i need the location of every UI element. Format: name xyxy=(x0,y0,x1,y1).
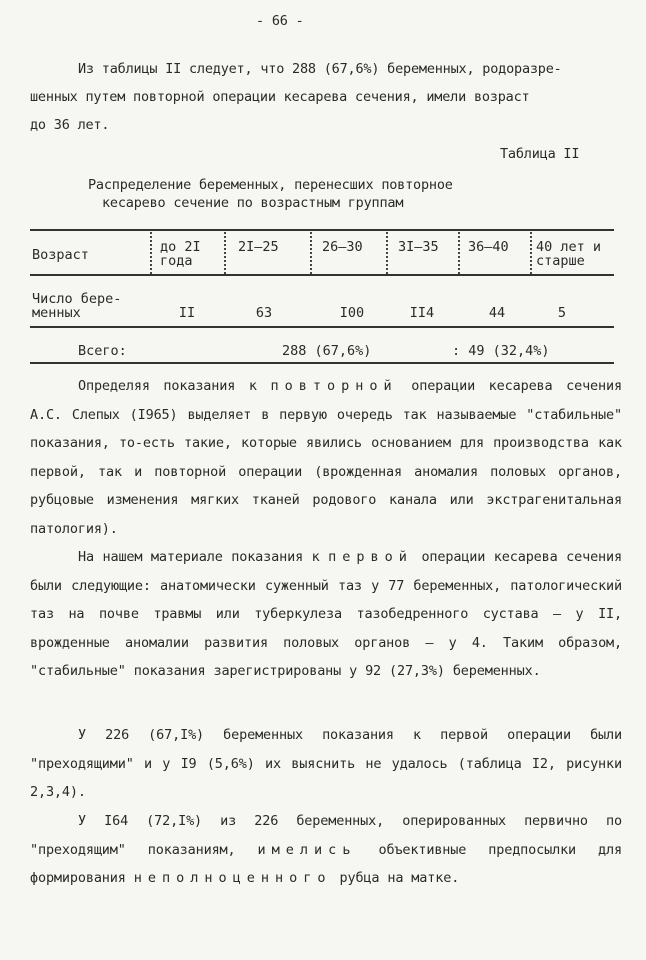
total-left: 288 (67,6%) xyxy=(282,343,372,359)
value-cell: I00 xyxy=(339,305,365,321)
row-label: Число бере- xyxy=(32,291,122,307)
header-col-6: 40 лет и xyxy=(536,239,602,255)
value-cell: 44 xyxy=(488,305,506,321)
col-divider xyxy=(386,232,388,274)
header-col-5: 36–40 xyxy=(468,239,509,255)
header-col-4: 3I–35 xyxy=(398,239,439,255)
spaced-word-had: имелись xyxy=(257,841,357,858)
paragraph-3 xyxy=(30,721,622,807)
paragraph-4-end: рубца на матке. xyxy=(339,870,460,886)
value-cell: 63 xyxy=(255,305,273,321)
header-col-6-line-2: старше xyxy=(536,253,585,269)
value-cell: II xyxy=(178,305,196,321)
table-top-rule xyxy=(30,229,614,231)
paragraph-1-start: Определяя показания к xyxy=(78,378,257,394)
paragraph-2-start: На нашем материале показания к xyxy=(78,549,320,565)
paragraph-1 xyxy=(30,372,622,543)
table-caption-line-2: кесарево сечение по возрастным группам xyxy=(102,195,404,211)
paragraph-3-text: У 226 (67,I%) беременных показания к первой операции были "преходящими" и у I9 (5,6%) их выяснить не удалось (таблица I2, рисунки 2,3,4). xyxy=(30,727,622,800)
paragraph-4-middle: объективные предпосылки для формирования xyxy=(30,841,622,886)
spaced-word-repeat: повторной xyxy=(270,378,398,394)
table-label: Таблица II xyxy=(500,146,580,162)
col-divider xyxy=(224,232,226,274)
header-col-3: 26–30 xyxy=(322,239,363,255)
paragraph-1-rest: операции кесарева сечения А.С. Слепых (I965) выделяет в первую очередь так называемые "стабильные" показания, то-есть такие, которые явились основанием для производства как первой, так и повторной операции (врожденная аномалия половых органов, рубцовые изменения мягких тканей родового канала или экстрагенитальная патология). xyxy=(30,378,622,537)
intro-line-2: шенных путем повторной операции кесарева сечения, имели возраст xyxy=(30,89,530,105)
value-cell: II4 xyxy=(409,305,435,321)
paragraph-2-rest: операции кесарева сечения были следующие: анатомически суженный таз у 77 беременных, патологический таз на почве травмы или туберкулеза тазобедренного сустава – у II, врожденные аномалии развития половых органов – у 4. Таким образом, "стабильные" показания зарегистрированы у 92 (27,3%) беременных. xyxy=(30,549,622,679)
paragraph-4 xyxy=(30,807,622,893)
header-col-1-line-2: года xyxy=(160,253,193,269)
body-rule xyxy=(30,326,614,328)
header-rule xyxy=(30,274,614,276)
row-label-line-2: менных xyxy=(32,305,81,321)
total-right: : 49 (32,4%) xyxy=(452,343,550,359)
value-cell: 5 xyxy=(557,305,567,321)
col-divider xyxy=(150,232,152,274)
col-divider xyxy=(530,232,532,274)
page-number: - 66 - xyxy=(256,13,304,29)
col-divider xyxy=(458,232,460,274)
col-divider xyxy=(310,232,312,274)
header-col-1: до 2I xyxy=(160,239,201,255)
total-label: Всего: xyxy=(78,343,127,359)
paragraph-4-start: У I64 (72,I%) из 226 беременных, оперированных первично по "преходящим" показаниям, xyxy=(30,813,622,858)
header-age: Возраст xyxy=(32,247,89,263)
paragraph-2 xyxy=(30,543,622,686)
intro-line-3: до 36 лет. xyxy=(30,117,110,133)
spaced-word-deficient: неполноценного xyxy=(133,870,332,886)
header-col-2: 2I–25 xyxy=(238,239,279,255)
spaced-word-first: первой xyxy=(328,549,413,565)
table-bottom-rule xyxy=(30,362,614,364)
intro-line-1: Из таблицы II следует, что 288 (67,6%) беременных, родоразре- xyxy=(78,61,562,77)
table-caption-line-1: Распределение беременных, перенесших повторное xyxy=(88,177,453,193)
